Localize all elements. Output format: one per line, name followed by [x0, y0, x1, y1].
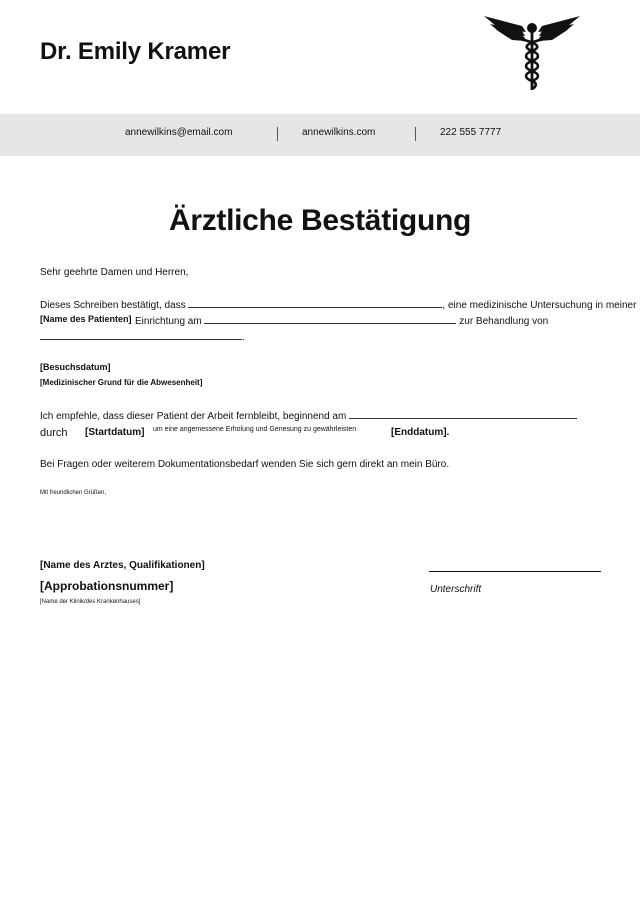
paragraph-2-durch: durch — [40, 427, 68, 439]
paragraph-1-line-3 — [40, 331, 245, 343]
end-date-placeholder: [Enddatum]. — [391, 427, 450, 438]
contact-divider — [277, 127, 278, 141]
medical-reason-placeholder: [Medizinischer Grund für die Abwesenheit] — [40, 378, 203, 387]
paragraph-text: , eine medizinische Untersuchung in meiner — [442, 300, 637, 311]
paragraph-text: Ich empfehle, dass dieser Patient der Arbeit fernbleibt, beginnend am — [40, 411, 347, 422]
doctor-name: Dr. Emily Kramer — [40, 38, 231, 65]
document-title: Ärztliche Bestätigung — [168, 204, 472, 237]
patient-name-placeholder: [Name des Patienten] — [40, 314, 132, 324]
start-date-blank[interactable] — [349, 410, 577, 419]
contact-divider — [415, 127, 416, 141]
license-number-placeholder: [Approbationsnummer] — [40, 579, 174, 593]
paragraph-1-line-2 — [135, 315, 548, 327]
caduceus-icon — [482, 14, 582, 92]
treatment-blank[interactable] — [40, 331, 242, 340]
visit-date-placeholder: [Besuchsdatum] — [40, 362, 111, 372]
contact-email[interactable]: annewilkins@email.com — [125, 127, 233, 138]
contact-website[interactable]: annewilkins.com — [302, 127, 376, 138]
closing: Mit freundlichen Grüßen, — [40, 490, 107, 496]
paragraph-2-recovery-text: um eine angemessene Erholung und Genesung zu gewährleisten — [153, 426, 357, 433]
start-date-placeholder: [Startdatum] — [85, 427, 145, 438]
paragraph-text: zur Behandlung von — [459, 316, 549, 327]
greeting: Sehr geehrte Damen und Herren, — [40, 267, 189, 278]
contact-phone[interactable]: 222 555 7777 — [440, 127, 502, 138]
paragraph-text: Einrichtung am — [135, 316, 202, 327]
paragraph-1-line-1 — [40, 299, 636, 311]
visit-date-blank[interactable] — [204, 315, 456, 324]
patient-name-blank[interactable] — [188, 299, 442, 308]
doctor-qualifications-placeholder: [Name des Arztes, Qualifikationen] — [40, 560, 205, 571]
paragraph-text: Dieses Schreiben bestätigt, dass — [40, 300, 186, 311]
paragraph-2-line-1 — [40, 410, 577, 422]
contact-bar — [0, 114, 640, 156]
clinic-name-placeholder: [Name der Klinik/des Krankenhauses] — [40, 599, 141, 605]
signature-label: Unterschrift — [430, 584, 482, 595]
signature-line[interactable] — [429, 571, 601, 572]
paragraph-text: . — [242, 332, 245, 343]
paragraph-3: Bei Fragen oder weiterem Dokumentationsbedarf wenden Sie sich gern direkt an mein Büro. — [40, 459, 450, 470]
